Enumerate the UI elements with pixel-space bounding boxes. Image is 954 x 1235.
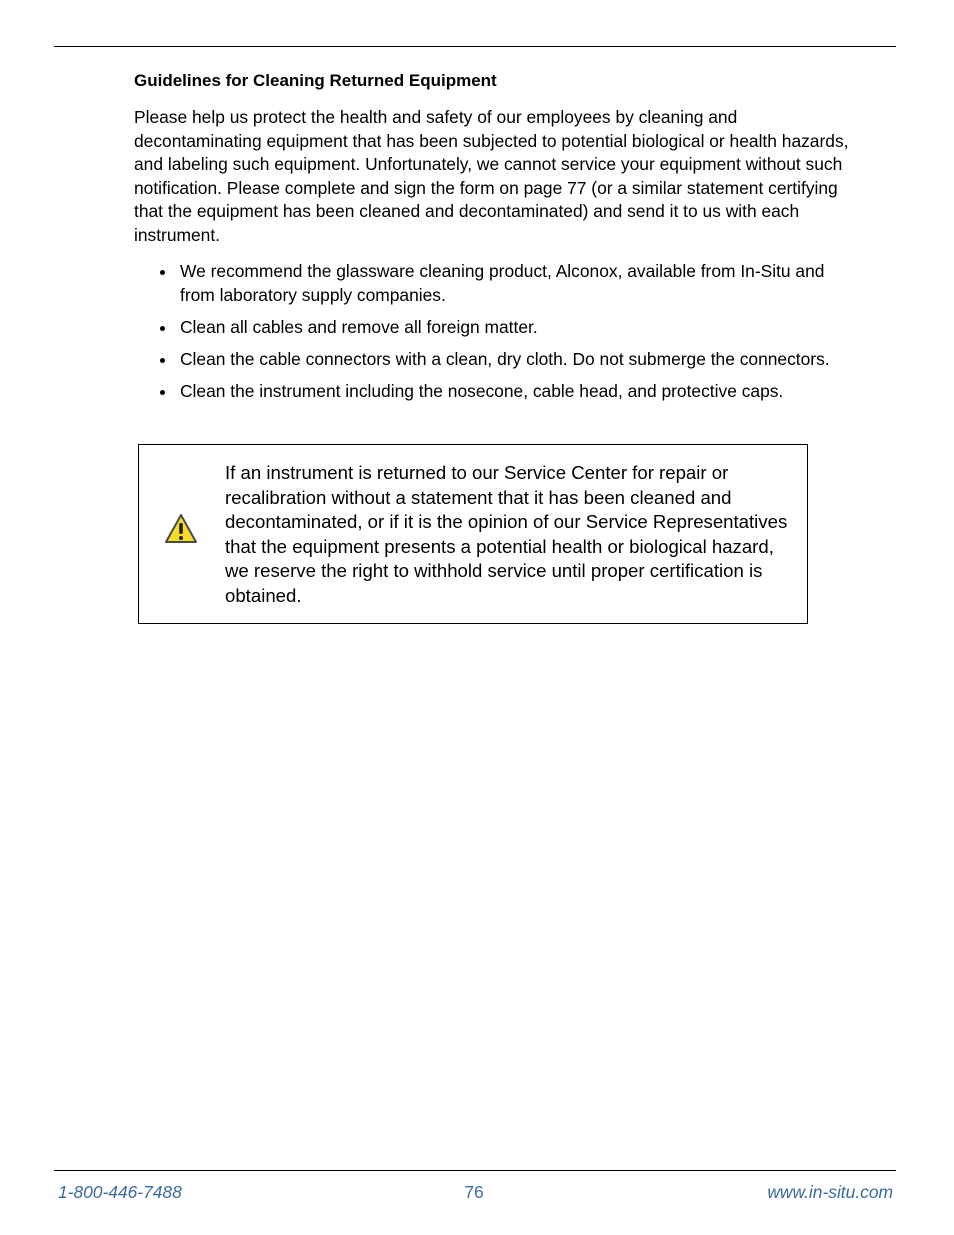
list-item-text: We recommend the glassware cleaning product, Alconox, available from In-Situ and from laboratory supply companies. (180, 261, 825, 305)
footer-page-number: 76 (464, 1182, 484, 1202)
footer-rule (54, 1170, 896, 1171)
footer-phone: 1-800-446-7488 (58, 1182, 182, 1202)
bullet-icon (160, 270, 165, 275)
list-item (134, 315, 854, 339)
footer-website-link[interactable]: www.in-situ.com (767, 1182, 893, 1202)
bullet-icon (160, 358, 165, 363)
list-item (134, 379, 854, 403)
list-item-text: Clean the instrument including the nosecone, cable head, and protective caps. (180, 381, 784, 401)
list-item (134, 347, 854, 371)
intro-paragraph: Please help us protect the health and safety of our employees by cleaning and decontaminating equipment that has been subjected to potential biological or health hazards, and labeling such equipment. Unfortunately, we cannot service your equipment without such notification. Please complete and sign the form on page 77 (or a similar statement certifying that the equipment has been cleaned and decontaminated) and send it to us with each instrument. (134, 107, 849, 245)
bullet-icon (160, 390, 165, 395)
list-item-text: Clean all cables and remove all foreign matter. (180, 317, 538, 337)
bullet-icon (160, 326, 165, 331)
header-rule (54, 46, 896, 47)
main-content (134, 69, 854, 411)
cleaning-steps-list (134, 259, 854, 403)
section-heading: Guidelines for Cleaning Returned Equipment (134, 71, 497, 90)
list-item (134, 259, 854, 307)
warning-icon (164, 513, 198, 545)
list-item-text: Clean the cable connectors with a clean, dry cloth. Do not submerge the connectors. (180, 349, 830, 369)
warning-notice-box (138, 444, 808, 624)
warning-text: If an instrument is returned to our Service Center for repair or recalibration without a statement that it has been cleaned and decontaminated, or if it is the opinion of our Service Representatives that the equipment presents a potential health or biological hazard, we reserve the right to withhold service until proper certification is obtained. (225, 462, 788, 606)
